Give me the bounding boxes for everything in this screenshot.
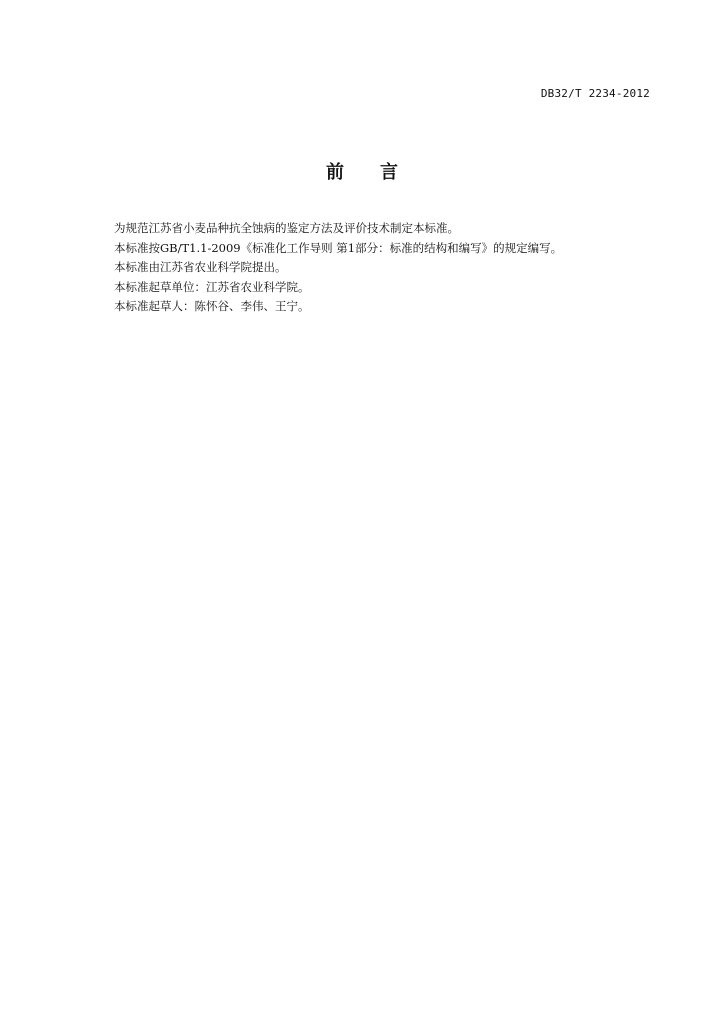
document-code: DB32/T 2234-2012 xyxy=(540,87,650,100)
foreword-line-drafting-rules: 本标准按GB/T1.1-2009《标准化工作导则 第1部分：标准的结构和编写》的规定编写。 xyxy=(114,240,563,255)
foreword-line-purpose: 为规范江苏省小麦品种抗全蚀病的鉴定方法及评价技术制定本标准。 xyxy=(114,221,459,235)
page-title xyxy=(0,158,724,184)
foreword-line-proposer: 本标准由江苏省农业科学院提出。 xyxy=(114,260,287,274)
title-char-2: 言 xyxy=(380,162,398,183)
foreword-line-drafting-unit: 本标准起草单位：江苏省农业科学院。 xyxy=(114,279,310,294)
title-char-1: 前 xyxy=(326,162,344,183)
foreword-line-drafters: 本标准起草人：陈怀谷、李伟、王宁。 xyxy=(114,299,310,313)
foreword-body xyxy=(114,219,654,317)
